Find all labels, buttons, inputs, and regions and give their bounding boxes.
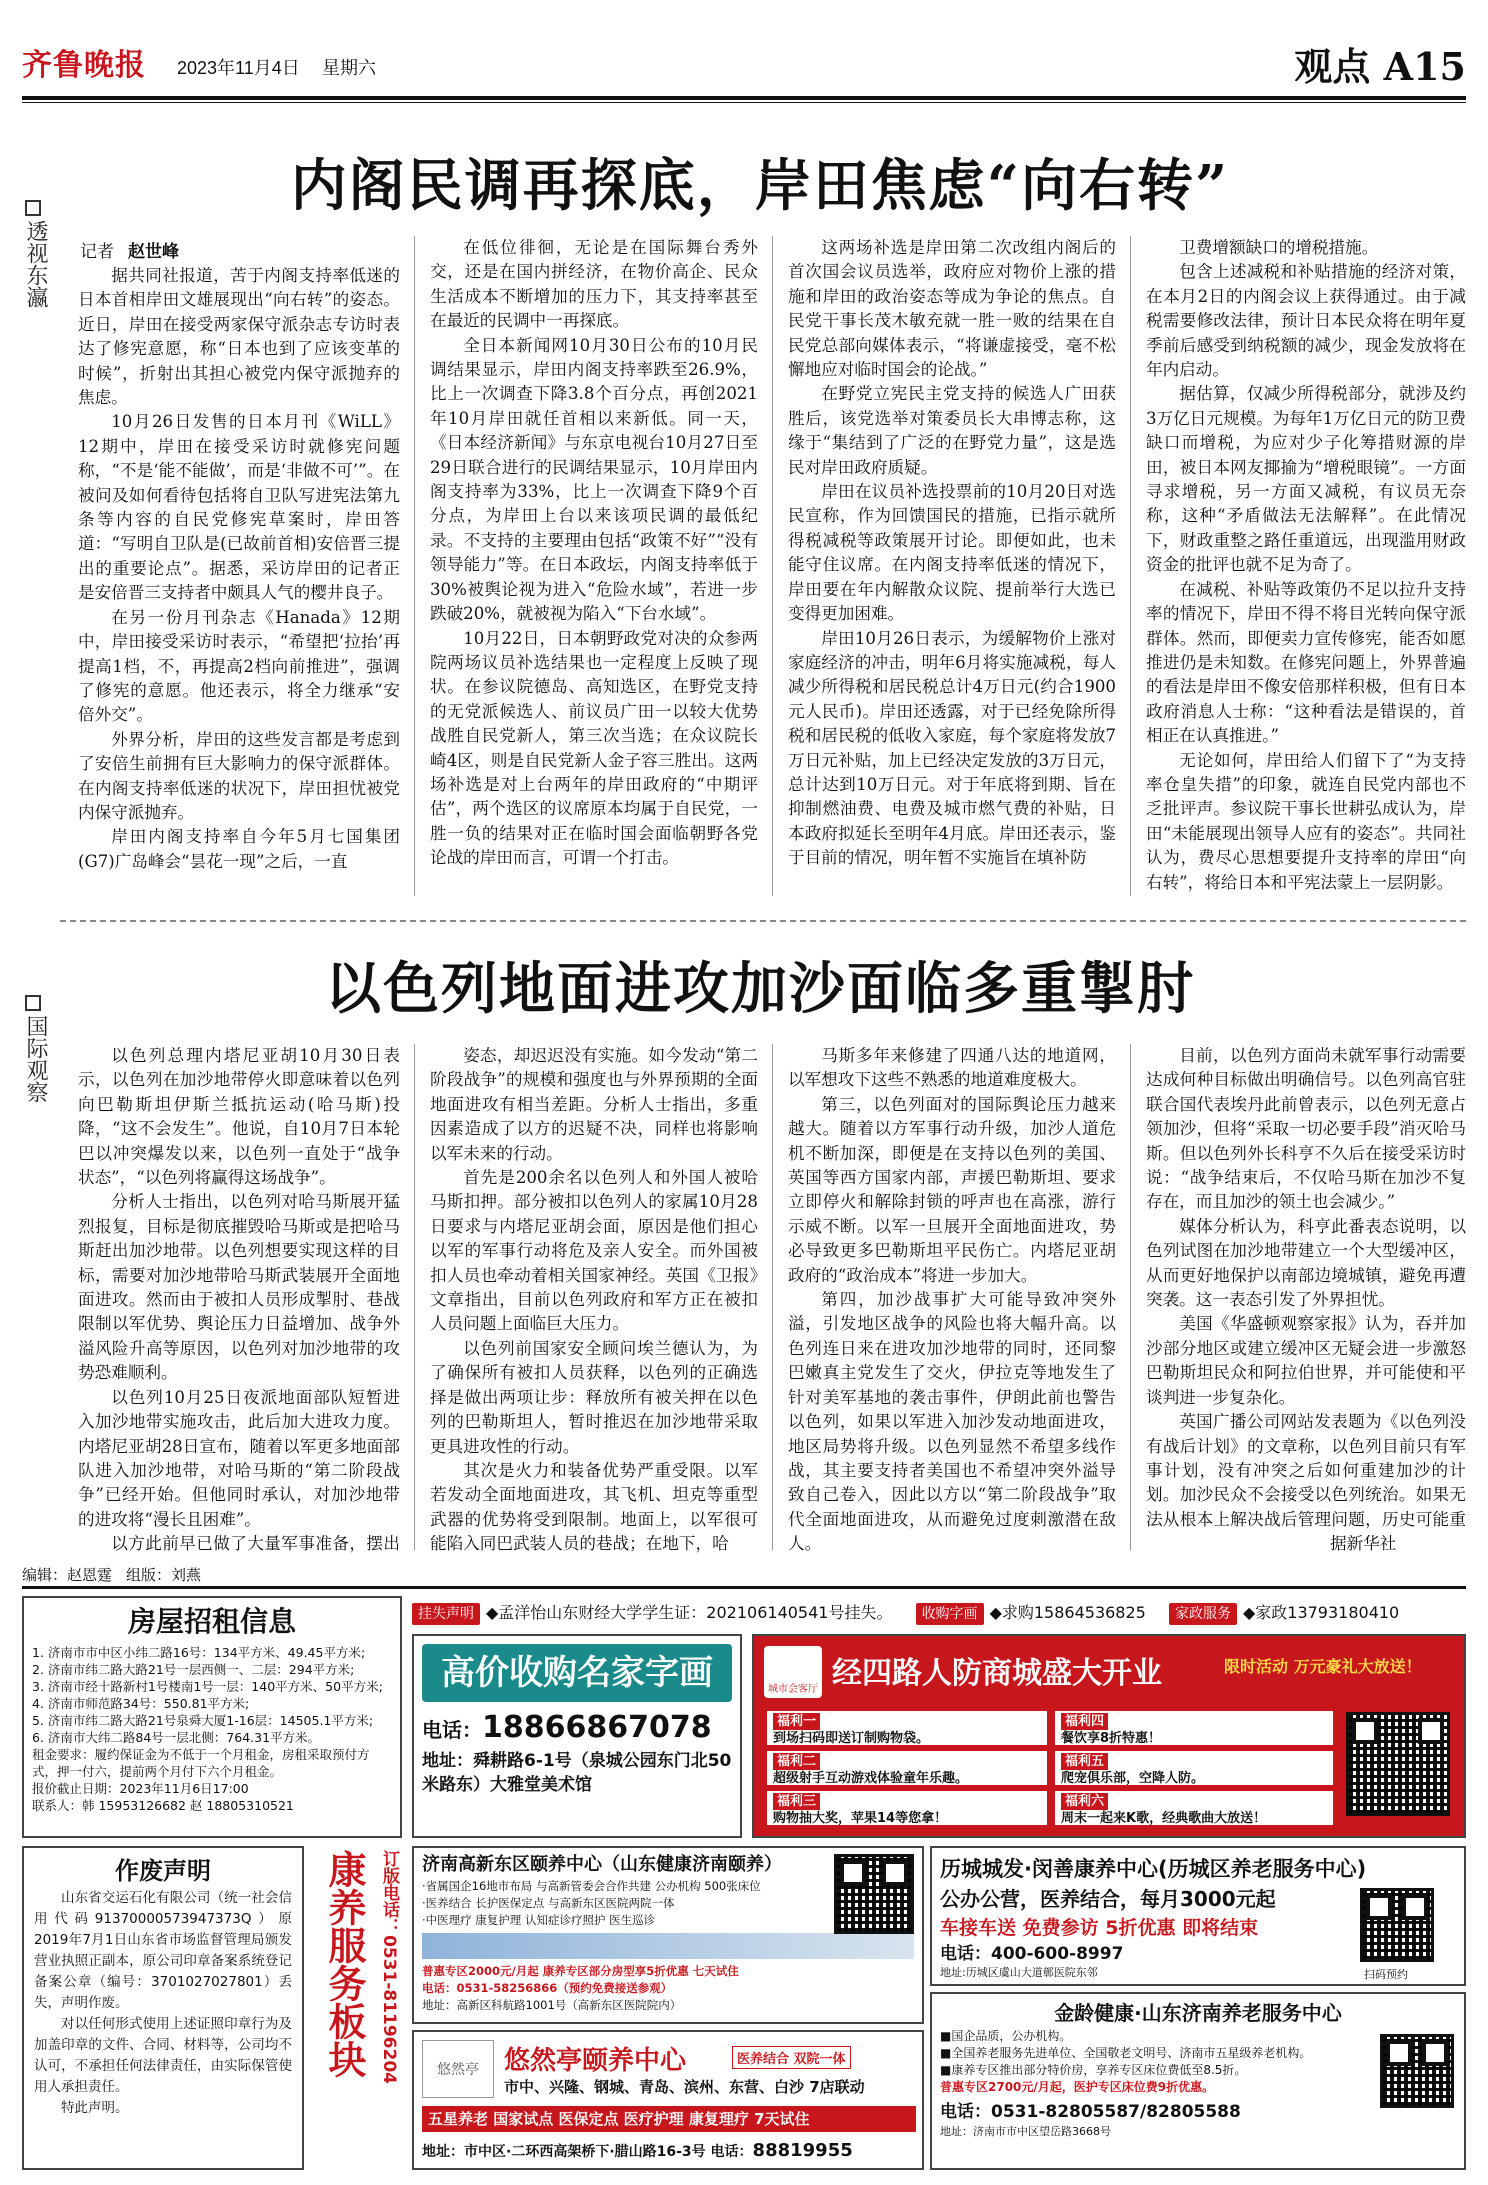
- column-rule: [414, 236, 415, 896]
- paragraph: 以色列10月25日夜派地面部队短暂进入加沙地带实施攻击，此后加大进攻力度。内塔尼亚胡28日宣布，随着以军更多地面部队进入加沙地带，对哈马斯的“第二阶段战争”已经开始。但他同时承认，对加沙地带的进攻将“漫长且困难”。: [78, 1387, 400, 1529]
- licheng-line1: 公办公营，医养结合，每月3000元起: [940, 1887, 1276, 1911]
- masthead-rule: [22, 96, 1466, 100]
- paragraph: 分析人士指出，以色列对哈马斯展开猛烈报复，目标是彻底摧毁哈马斯或是把哈马斯赶出加沙地带。以色列想要实现这样的目标，需要对加沙地带哈马斯武装展开全面地面进攻。然而由于被扣人员形成掣肘、巷战限制以军优势、舆论压力日益增加、战争外溢风险升高等原因，以色列对加沙地带的攻势恐难顺利。: [78, 1192, 400, 1383]
- masthead: [22, 34, 1466, 90]
- paragraph: 据共同社报道，苦于内阁支持率低迷的日本首相岸田文雄展现出“向右转”的姿态。近日，岸田在接受两家保守派杂志专访时表达了修宪意愿，称“日本也到了应该变革的时候”，折射出其担心被党内保守派抛弃的焦虑。: [78, 266, 400, 408]
- article1-column-1: [78, 264, 400, 904]
- youran-addr-row: [422, 2140, 853, 2161]
- licheng-tel: 电话：400-600-8997: [940, 1944, 1124, 1964]
- rental-contact: 联系人：韩 15953126682 赵 18805310521: [32, 1798, 294, 1813]
- rental-list: [32, 1644, 392, 1746]
- rental-item: 1. 济南市市中区小纬二路16号：134平方米、49.45平方米;: [32, 1645, 366, 1660]
- rental-item: 6. 济南市大纬二路84号一层北侧：764.31平方米。: [32, 1730, 321, 1745]
- article2-source: 据新华社: [1330, 1534, 1397, 1553]
- byline-label: 记者: [80, 242, 114, 262]
- shandong-addr: 地址：济南市市中区望岳路3668号: [940, 2125, 1111, 2138]
- editor-name: 编辑：赵恩霆: [22, 1566, 113, 1584]
- mall-welfare-item: [766, 1790, 1048, 1826]
- article2-sidetag: [22, 995, 48, 1110]
- square-icon: [25, 200, 41, 216]
- rental-title: 房屋招租信息: [127, 1605, 296, 1638]
- article1-sidetag-text: 透视东瀛: [23, 220, 48, 308]
- rental-item: 3. 济南市经十路新村1号楼南1号一层：140平方米、50平方米;: [32, 1679, 383, 1694]
- mall-welfare-item: [1054, 1790, 1334, 1826]
- welfare-text: 购物抽大奖，苹果14等您拿！: [773, 1811, 948, 1826]
- rental-item: 2. 济南市纬二路大路21号一层西侧一、二层：294平方米;: [32, 1662, 355, 1677]
- void-notice-paragraph: 特此声明。: [61, 2100, 129, 2116]
- calligraphy-phone-label: 电话：: [422, 1718, 482, 1742]
- licheng-addr: 地址:历城区虞山大道鄣医院东邻: [940, 1966, 1098, 1979]
- calligraphy-headline: 高价收购名家字画: [422, 1644, 732, 1702]
- yiyang-price: 普惠专区2000元/月起 康养专区部分房型享5折优惠 七天试住: [422, 1964, 739, 1978]
- care-board-phone: 订版电话：0531-81196204: [379, 1850, 399, 2084]
- welfare-tag: 福利六: [1061, 1793, 1108, 1810]
- issue-weekday: 星期六: [322, 58, 376, 78]
- calligraphy-phone: 18866867078: [482, 1710, 712, 1745]
- paragraph: 外界分析，岸田的这些发言都是考虑到了安倍生前拥有巨大影响力的保守派群体。在内阁支持率低迷的状况下，岸田担忧被党内保守派抛弃。: [78, 729, 400, 822]
- yiyang-tel: 电话：0531-58256866（预约免费接送参观）: [422, 1981, 673, 1995]
- youran-title: 悠然亭颐养中心: [504, 2046, 687, 2076]
- shandong-line2: ■全国养老服务先进单位、全国敬老文明号、济南市五星级养老机构。: [940, 2046, 1312, 2060]
- paragraph: 目前，以色列方面尚未就军事行动需要达成何种目标做出明确信号。以色列高官驻联合国代表埃丹此前曾表示，以色列无意占领加沙，但将“采取一切必要手段”消灭哈马斯。但以色列外长科亨不久后在接受采访时说：“战争结束后，不仅哈马斯在加沙不复存在，而且加沙的领土也会减少。”: [1146, 1046, 1466, 1212]
- yiyang-line3: ·中医理疗 康复护理 认知症诊疗照护 医生巡诊: [422, 1913, 656, 1927]
- calligraphy-phone-row: [422, 1710, 732, 1745]
- section-page: 观点 A15: [1294, 44, 1466, 89]
- yiyang-qr-code-icon: [834, 1854, 914, 1934]
- shandong-line1: ■国企品质，公办机构。: [940, 2029, 1072, 2043]
- youran-addr: 地址：市中区·二环西高架桥下·腊山路16-3号 电话：: [422, 2144, 753, 2160]
- rental-ad: [22, 1596, 402, 1838]
- rental-deadline: 报价截止日期：2023年11月6日17:00: [32, 1781, 249, 1796]
- mall-welfare-item: [766, 1750, 1048, 1786]
- paragraph: 包含上述减税和补贴措施的经济对策，在本月2日的内阁会议上获得通过。由于减税需要修改法律，预计日本民众将在明年夏季前后感受到纳税额的减少，现金发放将在年内启动。: [1146, 262, 1466, 380]
- masthead-rule-thin: [22, 102, 1466, 103]
- shandong-line3: ■康养专区推出部分特价房，享养专区床位费低至8.5折。: [940, 2063, 1247, 2077]
- housekeeping-tag: 家政服务: [1169, 1603, 1237, 1625]
- welfare-text: 餐饮享8折特惠！: [1061, 1731, 1162, 1746]
- care-board-title: 康养服务板块: [322, 1850, 367, 2078]
- paragraph: 英国广播公司网站发表题为《以色列没有战后计划》的文章称，以色列目前只有军事计划，没有冲突之后如何重建加沙的计划。加沙民众不会接受以色列统治。如果无法从根本上解决战后管理问题，历史可能重: [1146, 1412, 1466, 1529]
- mall-headline: 经四路人防商城盛大开业: [832, 1656, 1162, 1691]
- article1-column-2: [430, 236, 758, 904]
- article1-headline: 内阁民调再探底，岸田焦虑“向右转”: [290, 153, 1230, 219]
- licheng-qr-code-icon: [1360, 1888, 1434, 1962]
- column-rule: [1130, 1044, 1131, 1550]
- welfare-tag: 福利二: [773, 1753, 820, 1770]
- mall-qr-code-icon: [1346, 1712, 1450, 1816]
- paragraph: 无论如何，岸田给人们留下了“为支持率仓皇失措”的印象，就连自民党内部也不乏批评声。参议院干事长世耕弘成认为，岸田“未能展现出领导人应有的姿态”。共同社认为，费尽心思想要提升支持率的岸田“向右转”，将给日本和平宪法蒙上一层阴影。: [1146, 750, 1466, 892]
- shandong-tel: 电话：0531-82805587/82805588: [940, 2102, 1241, 2122]
- shandong-title: 金龄健康·山东济南养老服务中心: [1054, 2001, 1342, 2025]
- paragraph: 岸田内阁支持率自今年5月七国集团(G7)广岛峰会“昙花一现”之后，一直: [78, 827, 400, 871]
- housekeeping-text: ◆家政13793180410: [1242, 1603, 1400, 1622]
- welfare-tag: 福利四: [1061, 1713, 1108, 1730]
- calligraphy-text: ◆求购15864536825: [989, 1603, 1146, 1622]
- licheng-title: 历城城发·闵善康养中心(历城区养老服务中心): [940, 1857, 1367, 1881]
- paragraph: 岸田在议员补选投票前的10月20日对选民宣称，作为回馈国民的措施，已指示就所得税减税等政策展开讨论。即便如此，也未能守住议席。在内阁支持率低迷的情况下，岸田要在年内解散众议院、提前举行大选已变得更加困难。: [788, 482, 1116, 624]
- youran-cities: 市中、兴隆、钢城、青岛、滨州、东营、白沙 7店联动: [504, 2078, 865, 2096]
- welfare-text: 爬宠俱乐部，空降人防。: [1061, 1771, 1205, 1786]
- layout-name: 组版：刘燕: [126, 1566, 202, 1584]
- paragraph: 第三，以色列面对的国际舆论压力越来越大。随着以方军事行动升级，加沙人道危机不断加深，即便是在支持以色列的美国、英国等西方国家内部，声援巴勒斯坦、要求立即停火和解除封锁的呼声也在高涨，游行示威不断。以军一旦展开全面地面进攻，势必导致更多巴勒斯坦平民伤亡。内塔尼亚胡政府的“政治成本”将进一步加大。: [788, 1094, 1116, 1285]
- paragraph: 马斯多年来修建了四通八达的地道网，以军想攻下这些不熟悉的地道难度极大。: [788, 1046, 1116, 1090]
- paragraph: 据估算，仅减少所得税部分，就涉及约3万亿日元规模。为每年1万亿日元的防卫费缺口而增税，为应对少子化筹措财源的岸田，被日本网友揶揄为“增税眼镜”。一方面寻求增税，另一方面又减税，有议员无奈称，这种“矛盾做法无法解释”。在此情况下，财政重整之路任重道远，出现滥用财政资金的批评也就不足为奇了。: [1146, 384, 1466, 575]
- yiyang-line2: ·医养结合 长护医保定点 与高新东区医院两院一体: [422, 1896, 675, 1910]
- column-rule: [414, 1044, 415, 1550]
- article-divider: [60, 920, 1466, 922]
- shandong-qr-code-icon: [1380, 2034, 1454, 2108]
- paragraph: 全日本新闻网10月30日公布的10月民调结果显示，岸田内阁支持率跌至26.9%，比上一次调查下降3.8个百分点，再创2021年10月岸田就任首相以来新低。同一天，《日本经济新闻》与东京电视台10月27日至29日联合进行的民调结果显示，10月岸田内阁支持率为33%，比上一次调查下降9个百分点，为岸田上台以来该项民调的最低纪录。不支持的主要理由包括“政策不好”“没有领导能力”等。在日本政坛，内阁支持率低于30%被舆论视为进入“危险水域”，若进一步跌破20%，就被视为陷入“下台水域”。: [430, 335, 758, 624]
- mall-welfare-item: [1054, 1710, 1334, 1746]
- article2-headline: 以色列地面进攻加沙面临多重掣肘: [325, 956, 1195, 1022]
- welfare-tag: 福利三: [773, 1793, 820, 1810]
- mall-logo: 城市会客厅: [764, 1646, 822, 1698]
- yiyang-ad: [412, 1846, 924, 2024]
- void-notice-paragraph: 山东省交运石化有限公司（统一社会信用代码91370000573947373Q）原2019年7月1日山东省市场监督管理局颁发营业执照正副本，原公司印章备案系统登记备案公章（编号：3701027027801）丢失，声明作废。: [34, 1890, 292, 2011]
- calligraphy-address: 地址：舜耕路6-1号（泉城公园东门北50米路东）大雅堂美术馆: [422, 1751, 732, 1795]
- paragraph: 在减税、补贴等政策仍不足以拉升支持率的情况下，岸田不得不将目光转向保守派群体。然而，即便卖力宣传修宪，能否如愿推进仍是未知数。在修宪问题上，外界普遍的看法是岸田不像安倍那样积极，但有日本政府消息人士称：“这种看法是错误的，首相正在认真推进。”: [1146, 579, 1466, 746]
- shandong-ad: [930, 1992, 1466, 2170]
- rental-item: 4. 济南市师范路34号：550.81平方米;: [32, 1696, 250, 1711]
- youran-tags: 五星养老 国家试点 医保定点 医疗护理 康复理疗 7天试住: [422, 2106, 916, 2132]
- article1-byline: [80, 237, 179, 262]
- yiyang-title: 济南高新东区颐养中心（山东健康济南颐养）: [422, 1854, 782, 1875]
- yiyang-addr: 地址：高新区科航路1001号（高新东区医院院内）: [422, 1998, 682, 2012]
- mall-ad: [752, 1634, 1466, 1838]
- welfare-tag: 福利一: [773, 1713, 820, 1730]
- newspaper-logo: 齐鲁晚报: [22, 48, 146, 83]
- welfare-text: 到场扫码即送订制购物袋。: [773, 1731, 930, 1746]
- column-rule: [772, 1044, 773, 1550]
- paragraph: 第四，加沙战事扩大可能导致冲突外溢，引发地区战争的风险也将大幅升高。以色列连日来在进攻加沙地带的同时，还同黎巴嫩真主党发生了交火，伊拉克等地发生了针对美军基地的袭击事件，伊朗此前也警告以色列，如果以军进入加沙发动地面进攻，地区局势将升级。以色列显然不希望多线作战，其主要支持者美国也不希望冲突外溢导致自己卷入，因此以方以“第二阶段战争”取代全面地面进攻，从而避免过度刺激潜在敌人。: [788, 1290, 1116, 1554]
- void-notice-ad: [22, 1846, 304, 2170]
- lost-tag: 挂失声明: [412, 1603, 480, 1625]
- article2-sidetag-text: 国际观察: [23, 1015, 48, 1103]
- byline-name: 赵世峰: [128, 242, 179, 262]
- editor-credits: [22, 1564, 215, 1585]
- calligraphy-tag: 收购字画: [916, 1603, 984, 1625]
- paragraph: 美国《华盛顿观察家报》认为，吞并加沙部分地区或建立缓冲区无疑会进一步激怒巴勒斯坦民众和阿拉伯世界，并可能使和平谈判进一步复杂化。: [1146, 1314, 1466, 1407]
- rental-terms: 租金要求：履约保证金为不低于一个月租金，房租采取预付方式，押一付六，提前两个月付下六个月租金。: [32, 1747, 370, 1779]
- lost-text: ◆孟洋怡山东财经大学学生证：202106140541号挂失。: [486, 1603, 893, 1622]
- paragraph: 10月26日发售的日本月刊《WiLL》12期中，岸田在接受采访时就修宪问题称，“不是‘能不能做’，而是‘非做不可’”。在被问及如何看待包括将自卫队写进宪法第九条等内容的自民党修宪草案时，岸田答道：“写明自卫队是(已故前首相)安倍晋三提出的重要论点”。据悉，采访岸田的记者正是安倍晋三支持者中颇具人气的樱井良子。: [78, 412, 400, 603]
- void-notice-body: [34, 1888, 292, 2119]
- licheng-line2: 车接车送 免费参访 5折优惠 即将结束: [940, 1917, 1259, 1939]
- paragraph: 在低位徘徊，无论是在国际舞台秀外交，还是在国内拼经济，在物价高企、民众生活成本不断增加的压力下，其支持率甚至在最近的民调中一再探底。: [430, 238, 758, 331]
- welfare-text: 超级射手互动游戏体验童年乐趣。: [773, 1771, 969, 1786]
- paragraph: 以色列总理内塔尼亚胡10月30日表示，以色列在加沙地带停火即意味着以色列向巴勒斯坦伊斯兰抵抗运动(哈马斯)投降，“这不会发生”。他说，自10月7日本轮巴以冲突爆发以来，以色列一直处于“战争状态”，“以色列将赢得这场战争”。: [78, 1046, 400, 1188]
- care-board-ad: [312, 1846, 404, 2170]
- ads-rule: [22, 1586, 1466, 1589]
- youran-phone: 88819955: [752, 2140, 853, 2161]
- void-notice-title: 作废声明: [115, 1856, 211, 1885]
- paragraph: 这两场补选是岸田第二次改组内阁后的首次国会议员选举，政府应对物价上涨的措施和岸田的政治姿态等成为争论的焦点。自民党干事长茂木敏充就一胜一败的结果在自民党总部向媒体表示，“将谦虚接受，毫不松懈地应对临时国会的论战。”: [788, 238, 1116, 380]
- article2-column-4: [1146, 1044, 1466, 1530]
- paragraph: 首先是200余名以色列人和外国人被哈马斯扣押。部分被扣以色列人的家属10月28日要求与内塔尼亚胡会面，原因是他们担心以军的军事行动将危及亲人安全。而外国被扣人员也牵动着相关国家神经。英国《卫报》文章指出，目前以色列政府和军方正在被扣人员问题上面临巨大压力。: [430, 1168, 758, 1334]
- youran-badge: 医养结合 双院一体: [732, 2046, 851, 2069]
- article2-column-1: [78, 1044, 400, 1554]
- void-notice-paragraph: 对以任何形式使用上述证照印章行为及加盖印章的文件、合同、材料等，公司均不认可，不承担任何法律责任，由实际保管使用人承担责任。: [34, 2016, 292, 2095]
- paragraph: 以色列前国家安全顾问埃兰德认为，为了确保所有被扣人员获释，以色列的正确选择是做出两项让步：释放所有被关押在以色列的巴勒斯坦人，暂时推迟在加沙地带采取更具进攻性的行动。: [430, 1338, 758, 1456]
- paragraph: 以方此前早已做了大量军事准备，摆出: [111, 1534, 400, 1554]
- shandong-line4: 普惠专区2700元/月起，医护专区床位费9折优惠。: [940, 2080, 1215, 2094]
- rental-item: 5. 济南市纬二路大路21号泉舜大厦1-16层：14505.1平方米;: [32, 1713, 374, 1728]
- welfare-text: 周末一起来K歌，经典歌曲大放送！: [1061, 1811, 1267, 1826]
- column-rule: [772, 236, 773, 896]
- yiyang-line1: ·省属国企16地市布局 与高新管委会合作共建 公办机构 500张床位: [422, 1879, 761, 1893]
- paragraph: 岸田10月26日表示，为缓解物价上涨对家庭经济的冲击，明年6月将实施减税，每人减少所得税和居民税总计4万日元(约合1900元人民币)。岸田还透露，对于已经免除所得税和居民税的低收入家庭，每个家庭将发放7万日元补贴，加上已经决定发放的3万日元，总计达到10万日元。对于年底将到期、旨在抑制燃油费、电费及城市燃气费的补贴，日本政府拟延长至明年4月底。岸田还表示，鉴于目前的情况，明年暂不实施旨在填补防: [788, 628, 1116, 868]
- paragraph: 姿态，却迟迟没有实施。如今发动“第二阶段战争”的规模和强度也与外界预期的全面地面进攻有相当差距。分析人士指出，多重因素造成了以方的迟疑不决，同样也将影响以军未来的行动。: [430, 1046, 758, 1163]
- article2-column-3: [788, 1044, 1116, 1554]
- youran-logo: 悠然亭: [422, 2040, 494, 2098]
- article1-column-4: [1146, 236, 1466, 904]
- mall-welfare-item: [766, 1710, 1048, 1746]
- calligraphy-ad: [412, 1634, 742, 1838]
- article2-column-2: [430, 1044, 758, 1554]
- paragraph: 10月22日，日本朝野政党对决的众参两院两场议员补选结果也一定程度上反映了现状。在参议院德岛、高知选区，在野党支持的无党派候选人、前议员广田一以较大优势战胜自民党新人，第三次当选；在众议院长崎4区，则是自民党新人金子容三胜出。这两场补选是对上台两年的岸田政府的“中期评估”，两个选区的议席原本均属于自民党，一胜一负的结果对正在临时国会面临朝野各党论战的岸田而言，可谓一个打击。: [430, 628, 758, 868]
- paragraph: 其次是火力和装备优势严重受限。以军若发动全面地面进攻，其飞机、坦克等重型武器的优势将受到限制。地面上，以军很可能陷入同巴武装人员的巷战；在地下，哈: [430, 1460, 758, 1554]
- issue-date: 2023年11月4日: [177, 58, 300, 78]
- youran-ad: [412, 2030, 924, 2170]
- column-rule: [1130, 236, 1131, 896]
- classified-strip: [412, 1598, 1466, 1628]
- mall-welfare-item: [1054, 1750, 1334, 1786]
- welfare-tag: 福利五: [1061, 1753, 1108, 1770]
- square-icon: [25, 995, 41, 1011]
- mall-badge: 限时活动 万元豪礼大放送！: [1224, 1657, 1422, 1676]
- paragraph: 在野党立宪民主党支持的候选人广田获胜后，该党选举对策委员长大串博志称，这缘于“集结到了广泛的在野党力量”，这是选民对岸田政府质疑。: [788, 384, 1116, 477]
- article1-sidetag: [22, 200, 48, 315]
- yiyang-building-image: [422, 1933, 914, 1959]
- licheng-scan: 扫码预约: [1364, 1968, 1408, 1981]
- paragraph: 在另一份月刊杂志《Hanada》12期中，岸田接受采访时表示，“希望把‘拉抬’再提高1档，不，再提高2档向前推进”，强调了修宪的意愿。他还表示，将全力继承“安倍外交”。: [78, 607, 400, 725]
- paragraph: 卫费增额缺口的增税措施。: [1179, 238, 1379, 257]
- paragraph: 媒体分析认为，科亨此番表态说明，以色列试图在加沙地带建立一个大型缓冲区，从而更好地保护以南部边境城镇，避免再遭突袭。这一表态引发了外界担忧。: [1146, 1216, 1466, 1310]
- licheng-ad: [930, 1846, 1466, 1986]
- article1-column-3: [788, 236, 1116, 904]
